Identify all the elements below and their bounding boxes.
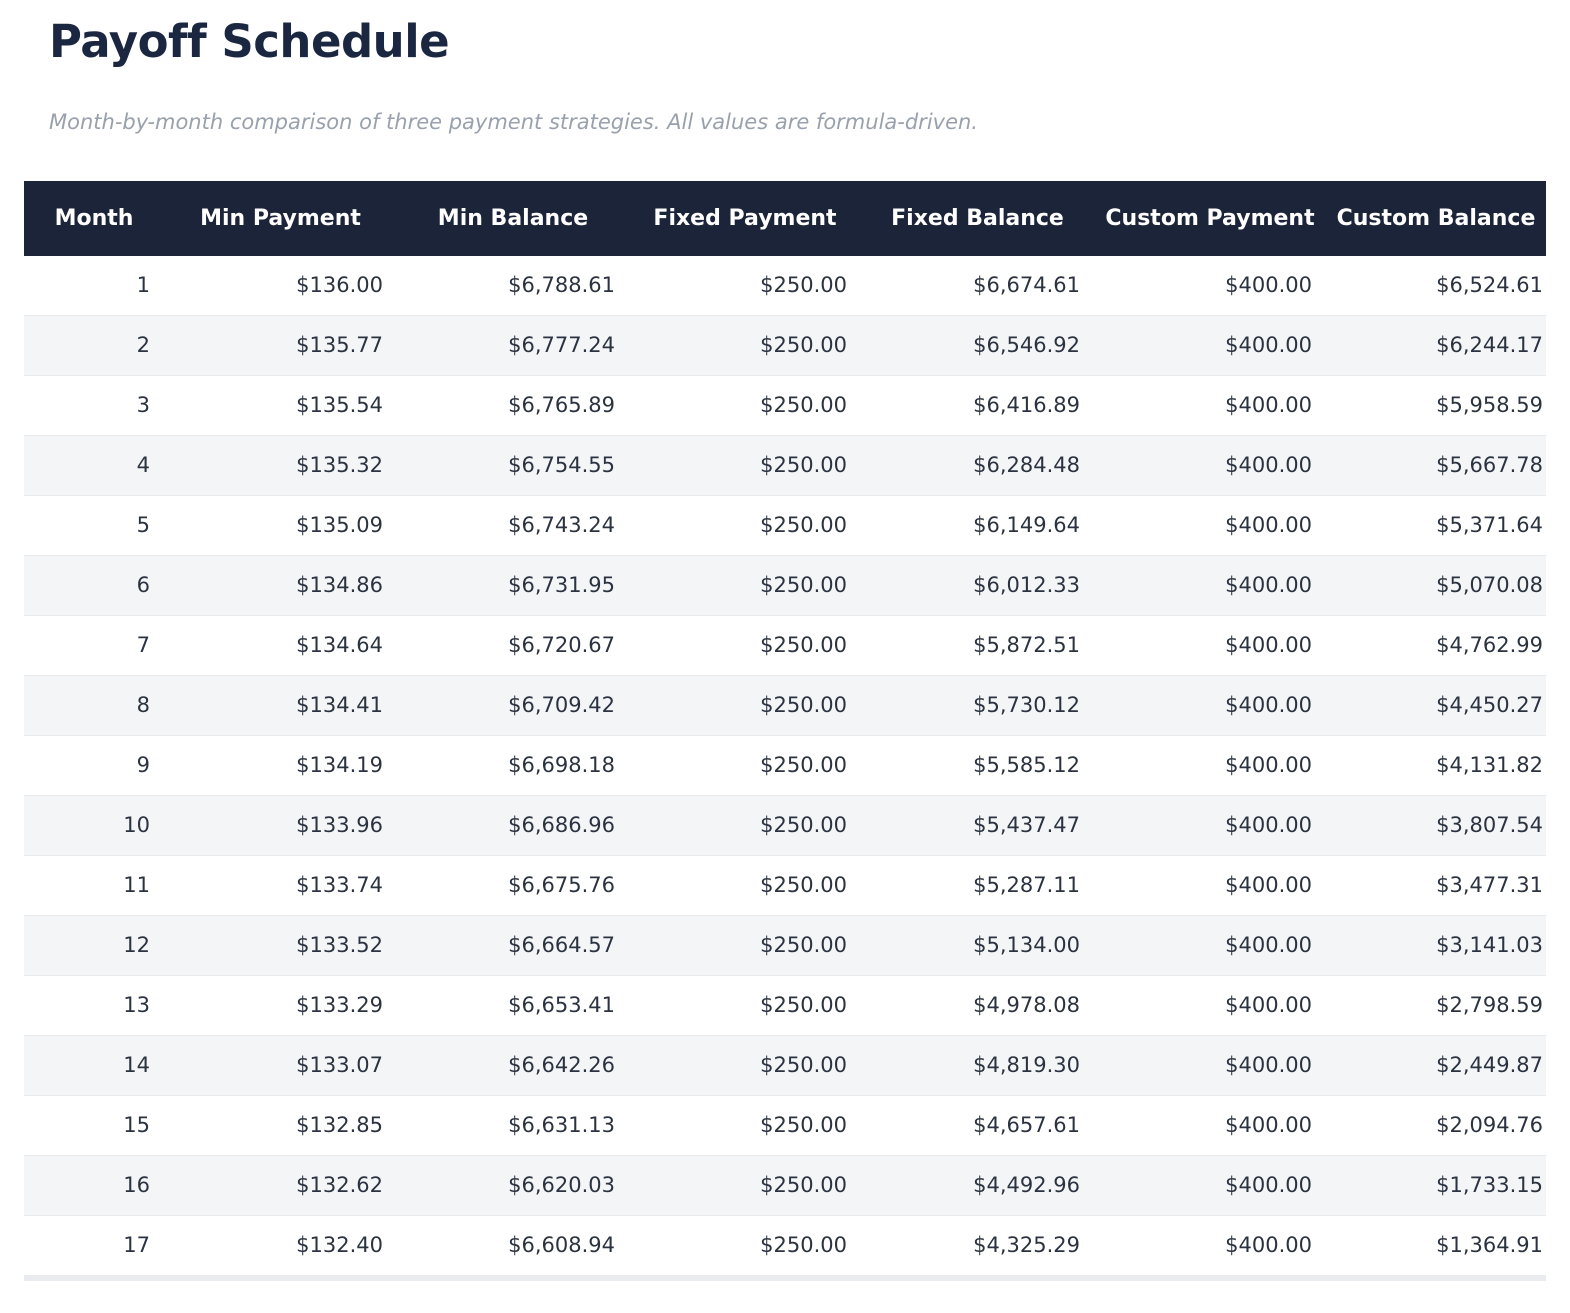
cell: $4,492.96 xyxy=(973,1173,1080,1198)
payoff-schedule-table xyxy=(24,181,1546,1276)
cell: 8 xyxy=(136,693,150,718)
cell: 1 xyxy=(136,273,150,298)
cell: $6,777.24 xyxy=(508,333,615,358)
cell: $250.00 xyxy=(760,513,847,538)
cell: $6,686.96 xyxy=(508,813,615,838)
cell: $6,653.41 xyxy=(508,993,615,1018)
cell: $6,284.48 xyxy=(973,453,1080,478)
cell: $132.85 xyxy=(296,1113,383,1138)
cell: $6,788.61 xyxy=(508,273,615,298)
cell: 10 xyxy=(123,813,150,838)
cell: 13 xyxy=(123,993,150,1018)
table-body xyxy=(24,256,1546,1276)
cell: 16 xyxy=(123,1173,150,1198)
table-row xyxy=(24,436,1546,496)
cell: $6,416.89 xyxy=(973,393,1080,418)
column-header: Fixed Balance xyxy=(861,181,1094,256)
cell: 12 xyxy=(123,933,150,958)
cell: $250.00 xyxy=(760,753,847,778)
table-row xyxy=(24,1096,1546,1156)
cell: $4,978.08 xyxy=(973,993,1080,1018)
cell: $2,798.59 xyxy=(1436,993,1543,1018)
cell: $132.40 xyxy=(296,1233,383,1258)
cell: $6,608.94 xyxy=(508,1233,615,1258)
cell: $400.00 xyxy=(1225,1233,1312,1258)
column-header: Month xyxy=(24,181,164,256)
cell: $400.00 xyxy=(1225,333,1312,358)
cell: $2,094.76 xyxy=(1436,1113,1543,1138)
cell: 2 xyxy=(136,333,150,358)
cell: $5,958.59 xyxy=(1436,393,1543,418)
header-row xyxy=(24,181,1546,256)
column-header: Custom Balance xyxy=(1326,181,1546,256)
cell: $135.32 xyxy=(296,453,383,478)
cell: $6,675.76 xyxy=(508,873,615,898)
cell: $250.00 xyxy=(760,453,847,478)
cell: $250.00 xyxy=(760,933,847,958)
cell: $400.00 xyxy=(1225,693,1312,718)
cell: $400.00 xyxy=(1225,1113,1312,1138)
cell: $6,664.57 xyxy=(508,933,615,958)
cell: $133.29 xyxy=(296,993,383,1018)
cell: $1,733.15 xyxy=(1436,1173,1543,1198)
cell: $6,731.95 xyxy=(508,573,615,598)
cell: $135.09 xyxy=(296,513,383,538)
table-row xyxy=(24,256,1546,316)
cell: $6,765.89 xyxy=(508,393,615,418)
cell: $400.00 xyxy=(1225,573,1312,598)
cell: $400.00 xyxy=(1225,1173,1312,1198)
table-row xyxy=(24,676,1546,736)
table-row xyxy=(24,1156,1546,1216)
cell: $400.00 xyxy=(1225,633,1312,658)
table-header xyxy=(24,181,1546,256)
cell: 7 xyxy=(136,633,150,658)
cell: $400.00 xyxy=(1225,873,1312,898)
cell: 11 xyxy=(123,873,150,898)
column-header: Min Balance xyxy=(397,181,629,256)
cell: $6,244.17 xyxy=(1436,333,1543,358)
cell: $6,754.55 xyxy=(508,453,615,478)
table-row xyxy=(24,736,1546,796)
cell: $400.00 xyxy=(1225,453,1312,478)
cell: $5,667.78 xyxy=(1436,453,1543,478)
cell: $6,674.61 xyxy=(973,273,1080,298)
table-row xyxy=(24,856,1546,916)
cell: $5,134.00 xyxy=(973,933,1080,958)
cell: 14 xyxy=(123,1053,150,1078)
cell: $6,720.67 xyxy=(508,633,615,658)
table-row xyxy=(24,916,1546,976)
cell: $6,743.24 xyxy=(508,513,615,538)
cell: $3,477.31 xyxy=(1436,873,1543,898)
cell: $133.07 xyxy=(296,1053,383,1078)
table-row xyxy=(24,556,1546,616)
column-header: Custom Payment xyxy=(1094,181,1326,256)
cell: 17 xyxy=(123,1233,150,1258)
cell: $4,131.82 xyxy=(1436,753,1543,778)
cell: $4,657.61 xyxy=(973,1113,1080,1138)
cell: $5,730.12 xyxy=(973,693,1080,718)
cell: $400.00 xyxy=(1225,513,1312,538)
cell: $250.00 xyxy=(760,1233,847,1258)
cell: $250.00 xyxy=(760,1053,847,1078)
cell: $1,364.91 xyxy=(1436,1233,1543,1258)
cell: $5,872.51 xyxy=(973,633,1080,658)
cell: $133.52 xyxy=(296,933,383,958)
cell: 4 xyxy=(136,453,150,478)
cell: $135.54 xyxy=(296,393,383,418)
cell: $250.00 xyxy=(760,873,847,898)
cell: $6,149.64 xyxy=(973,513,1080,538)
cell: $400.00 xyxy=(1225,273,1312,298)
cell: $250.00 xyxy=(760,573,847,598)
cell: $134.41 xyxy=(296,693,383,718)
cell: $5,371.64 xyxy=(1436,513,1543,538)
table-row xyxy=(24,616,1546,676)
cell: $5,070.08 xyxy=(1436,573,1543,598)
cell: $250.00 xyxy=(760,633,847,658)
cell: $6,709.42 xyxy=(508,693,615,718)
cell: $400.00 xyxy=(1225,1053,1312,1078)
cell: $250.00 xyxy=(760,273,847,298)
cell: $133.74 xyxy=(296,873,383,898)
cell: $400.00 xyxy=(1225,993,1312,1018)
cell: $3,807.54 xyxy=(1436,813,1543,838)
cell: $4,762.99 xyxy=(1436,633,1543,658)
cell: $4,819.30 xyxy=(973,1053,1080,1078)
cell: $135.77 xyxy=(296,333,383,358)
table-row xyxy=(24,976,1546,1036)
cell: $132.62 xyxy=(296,1173,383,1198)
cell: $400.00 xyxy=(1225,753,1312,778)
cell: $4,325.29 xyxy=(973,1233,1080,1258)
cell: 6 xyxy=(136,573,150,598)
cell: $3,141.03 xyxy=(1436,933,1543,958)
table-row xyxy=(24,1216,1546,1276)
table-row xyxy=(24,376,1546,436)
cell: 5 xyxy=(136,513,150,538)
cell: $134.64 xyxy=(296,633,383,658)
column-header: Min Payment xyxy=(164,181,397,256)
table-row xyxy=(24,496,1546,556)
cell: $134.19 xyxy=(296,753,383,778)
cell: $6,642.26 xyxy=(508,1053,615,1078)
cell: $250.00 xyxy=(760,693,847,718)
cell: $6,620.03 xyxy=(508,1173,615,1198)
cell: $250.00 xyxy=(760,813,847,838)
column-header: Fixed Payment xyxy=(629,181,861,256)
cell: $134.86 xyxy=(296,573,383,598)
page-title: Payoff Schedule xyxy=(49,15,450,68)
cell: $250.00 xyxy=(760,993,847,1018)
cell: $250.00 xyxy=(760,393,847,418)
cell: $136.00 xyxy=(296,273,383,298)
cell: $6,698.18 xyxy=(508,753,615,778)
table-row xyxy=(24,316,1546,376)
cell: $6,524.61 xyxy=(1436,273,1543,298)
cell: $250.00 xyxy=(760,1113,847,1138)
cell: $400.00 xyxy=(1225,933,1312,958)
cell: $6,012.33 xyxy=(973,573,1080,598)
table-row xyxy=(24,796,1546,856)
cell: 15 xyxy=(123,1113,150,1138)
cell: $5,585.12 xyxy=(973,753,1080,778)
cell: $4,450.27 xyxy=(1436,693,1543,718)
page-subtitle: Month-by-month comparison of three payment strategies. All values are formula-driven. xyxy=(49,110,978,135)
cell: 9 xyxy=(136,753,150,778)
cell: $6,546.92 xyxy=(973,333,1080,358)
cell: $400.00 xyxy=(1225,393,1312,418)
cell: $5,287.11 xyxy=(973,873,1080,898)
next-row-partial-stripe xyxy=(24,1276,1546,1281)
cell: $6,631.13 xyxy=(508,1113,615,1138)
cell: $400.00 xyxy=(1225,813,1312,838)
cell: $5,437.47 xyxy=(973,813,1080,838)
cell: 3 xyxy=(136,393,150,418)
table-row xyxy=(24,1036,1546,1096)
cell: $133.96 xyxy=(296,813,383,838)
cell: $2,449.87 xyxy=(1436,1053,1543,1078)
cell: $250.00 xyxy=(760,333,847,358)
cell: $250.00 xyxy=(760,1173,847,1198)
